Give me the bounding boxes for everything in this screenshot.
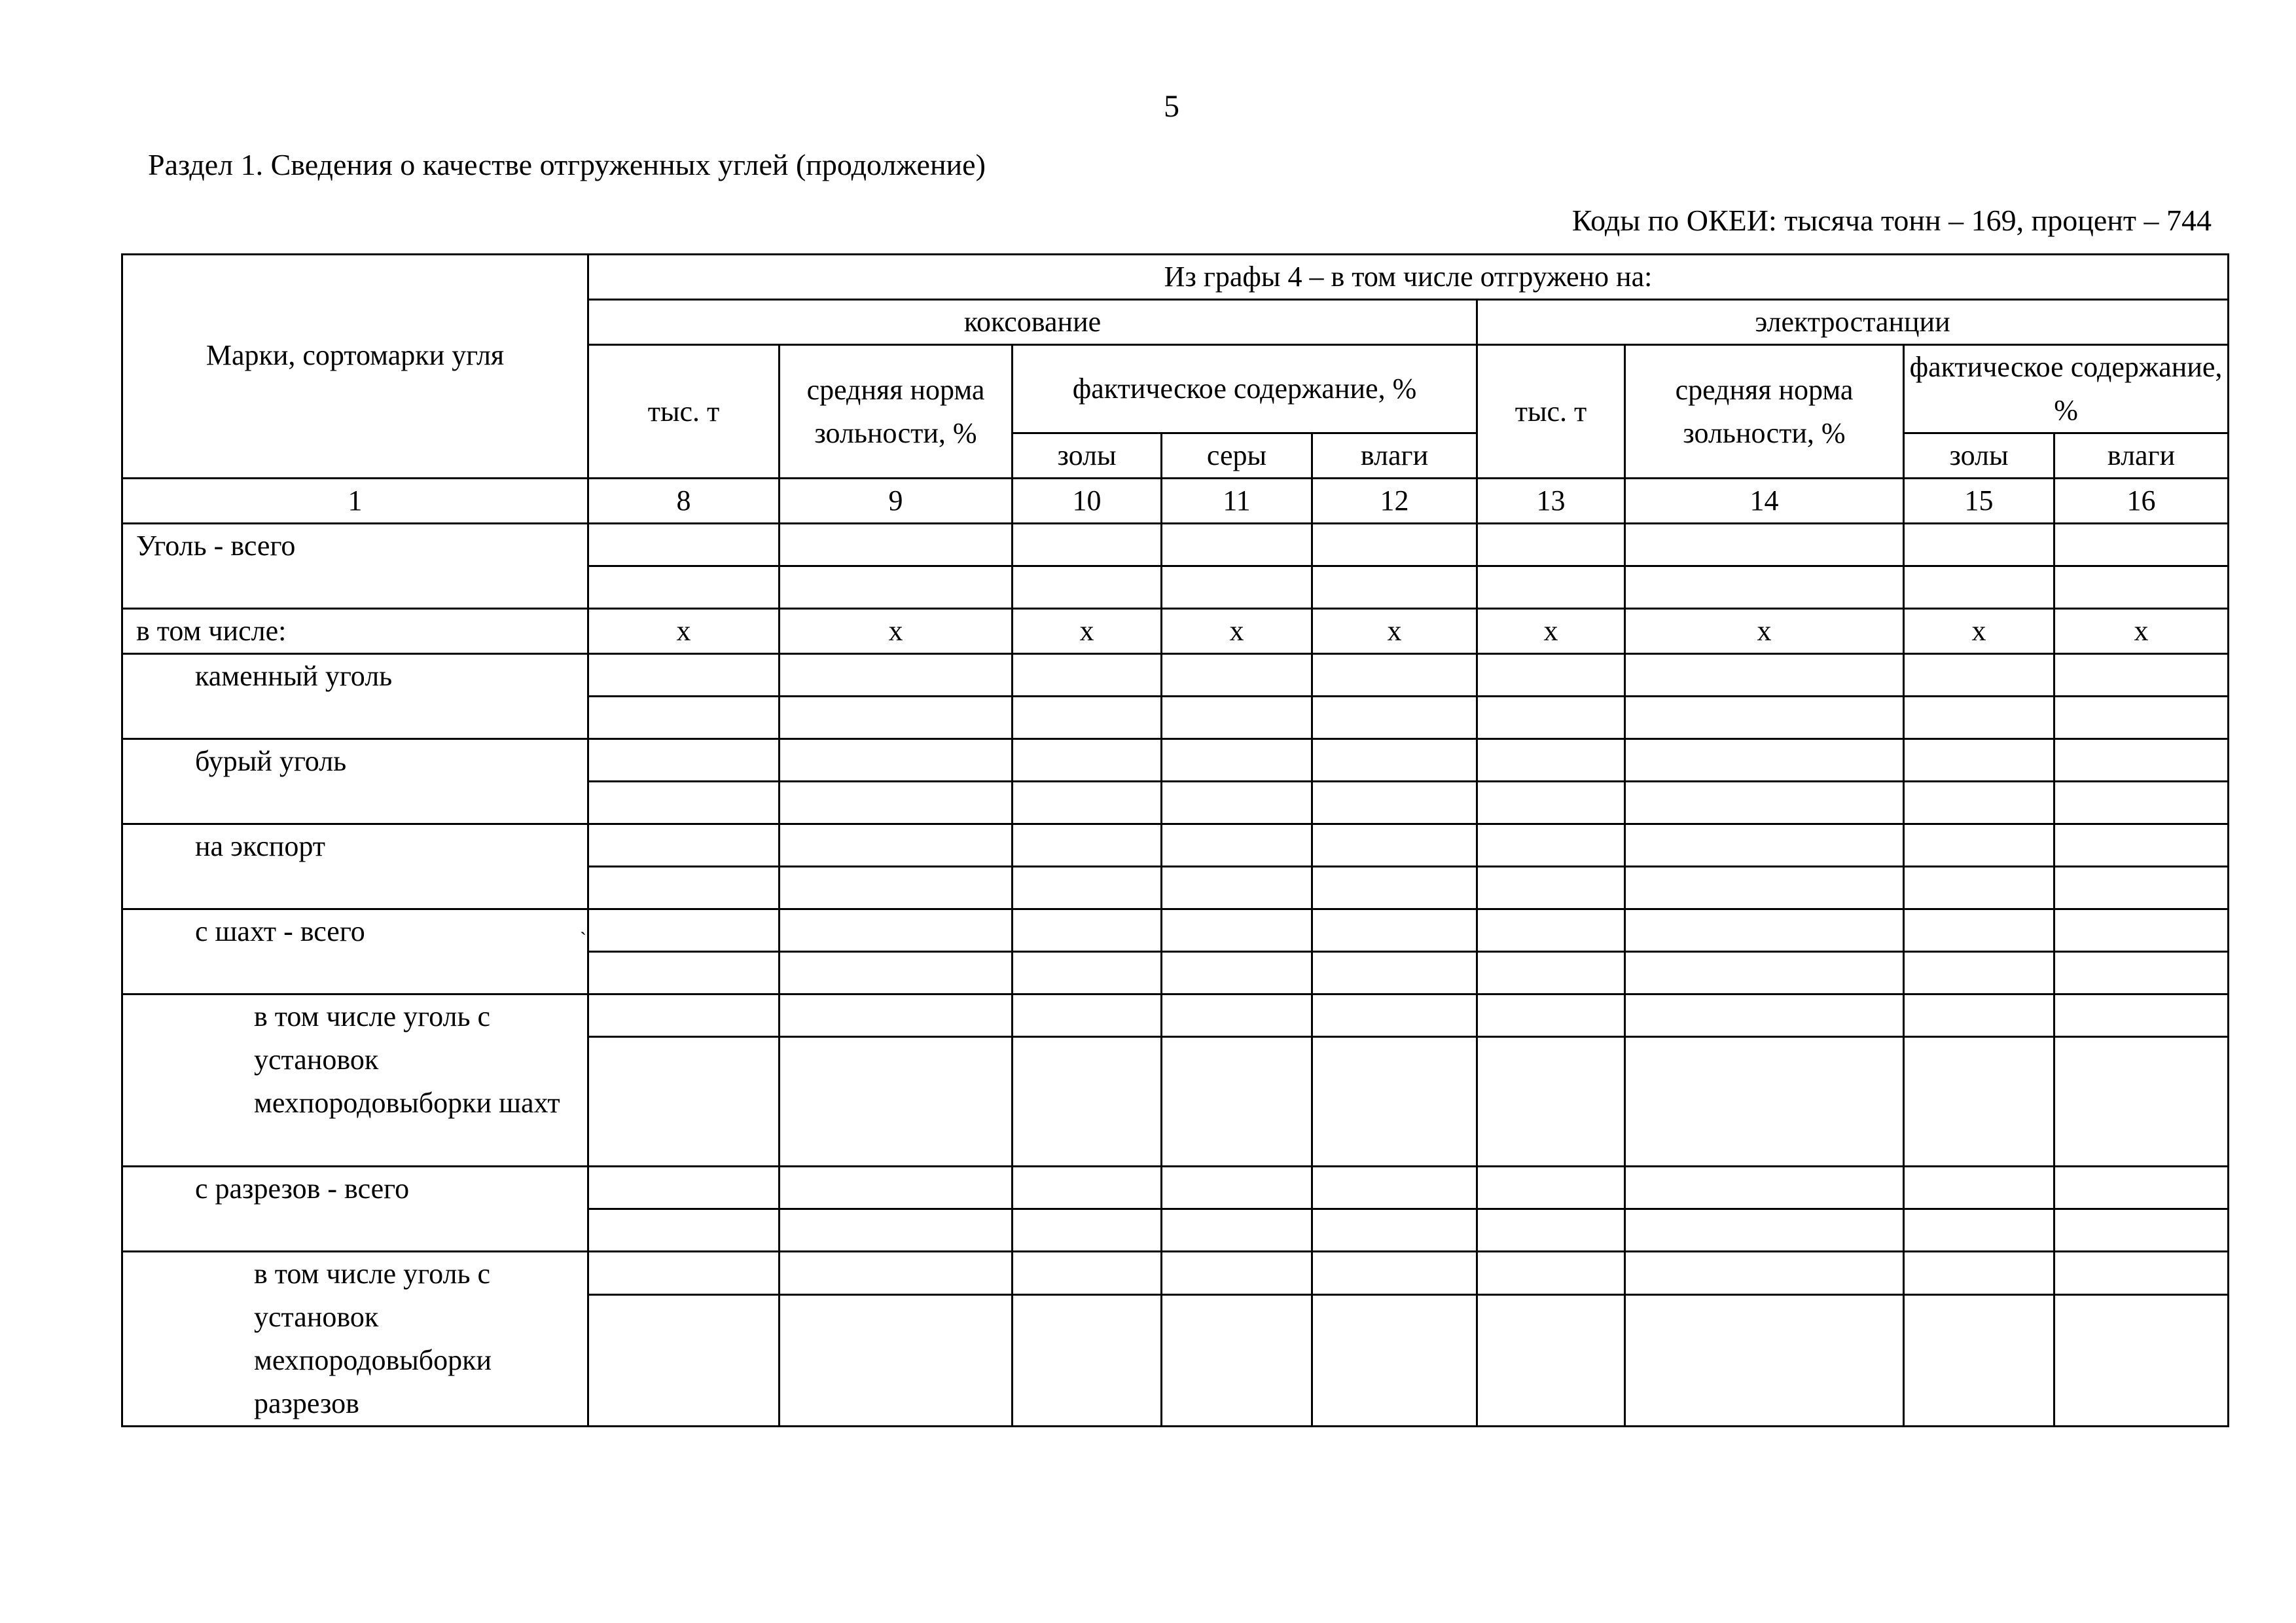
input-cell[interactable] <box>1625 524 1904 566</box>
input-cell[interactable] <box>1013 782 1162 824</box>
input-cell[interactable] <box>1625 1294 1904 1426</box>
input-cell[interactable] <box>588 739 780 782</box>
x-mark: x <box>1477 609 1625 654</box>
input-cell[interactable] <box>2054 1294 2229 1426</box>
input-cell[interactable] <box>780 994 1013 1037</box>
input-cell[interactable] <box>2054 952 2229 994</box>
input-cell[interactable] <box>1312 1294 1477 1426</box>
input-cell[interactable] <box>1477 1209 1625 1252</box>
input-cell[interactable] <box>1162 739 1312 782</box>
input-cell[interactable] <box>1477 524 1625 566</box>
input-cell[interactable] <box>2054 566 2229 609</box>
input-cell[interactable] <box>1904 1037 2054 1167</box>
header-thousand-t-coking: тыс. т <box>588 345 780 479</box>
row-label-including: в том числе: <box>122 609 588 654</box>
x-mark: x <box>1162 609 1312 654</box>
input-cell[interactable] <box>780 824 1013 867</box>
input-cell[interactable] <box>2054 782 2229 824</box>
input-cell[interactable] <box>1013 1252 1162 1295</box>
column-number: 11 <box>1162 479 1312 524</box>
column-number: 13 <box>1477 479 1625 524</box>
header-avg-ash-coking: средняя норма зольности, % <box>780 345 1013 479</box>
input-cell[interactable] <box>1162 1037 1312 1167</box>
input-cell[interactable] <box>1625 782 1904 824</box>
input-cell[interactable] <box>1625 824 1904 867</box>
input-cell[interactable] <box>1162 654 1312 697</box>
input-cell[interactable] <box>588 1209 780 1252</box>
input-cell[interactable] <box>588 697 780 739</box>
input-cell[interactable] <box>780 909 1013 952</box>
section-title: Раздел 1. Сведения о качестве отгруженных углей (продолжение) <box>148 148 986 181</box>
input-cell[interactable] <box>588 994 780 1037</box>
input-cell[interactable] <box>1162 994 1312 1037</box>
input-cell[interactable] <box>588 1037 780 1167</box>
input-cell[interactable] <box>1625 952 1904 994</box>
input-cell[interactable] <box>1162 524 1312 566</box>
input-cell[interactable] <box>588 824 780 867</box>
input-cell[interactable] <box>1904 524 2054 566</box>
input-cell[interactable] <box>1904 566 2054 609</box>
input-cell[interactable] <box>780 952 1013 994</box>
input-cell[interactable] <box>1477 697 1625 739</box>
input-cell[interactable] <box>1625 994 1904 1037</box>
coal-quality-table <box>121 253 2229 1427</box>
input-cell[interactable] <box>1162 566 1312 609</box>
page-number: 5 <box>1164 89 1179 124</box>
input-cell[interactable] <box>1904 1252 2054 1295</box>
input-cell[interactable] <box>780 654 1013 697</box>
input-cell[interactable] <box>588 1167 780 1209</box>
header-moisture-power: влаги <box>2054 433 2229 479</box>
input-cell[interactable] <box>1312 867 1477 909</box>
input-cell[interactable] <box>1312 739 1477 782</box>
input-cell[interactable] <box>1162 824 1312 867</box>
input-cell[interactable] <box>1477 952 1625 994</box>
input-cell[interactable] <box>1904 739 2054 782</box>
input-cell[interactable] <box>1625 1209 1904 1252</box>
input-cell[interactable] <box>1162 867 1312 909</box>
input-cell[interactable] <box>1477 909 1625 952</box>
input-cell[interactable] <box>1013 524 1162 566</box>
input-cell[interactable] <box>1477 994 1625 1037</box>
header-avg-ash-power: средняя норма зольности, % <box>1625 345 1904 479</box>
input-cell[interactable] <box>1904 1209 2054 1252</box>
input-cell[interactable] <box>1477 566 1625 609</box>
input-cell[interactable] <box>588 524 780 566</box>
input-cell[interactable] <box>1625 566 1904 609</box>
input-cell[interactable] <box>1013 867 1162 909</box>
input-cell[interactable] <box>1162 1294 1312 1426</box>
input-cell[interactable] <box>1312 1167 1477 1209</box>
input-cell[interactable] <box>1904 654 2054 697</box>
input-cell[interactable] <box>1477 739 1625 782</box>
x-mark: x <box>780 609 1013 654</box>
row-label-opencast-total: с разрезов - всего <box>122 1167 588 1252</box>
input-cell[interactable] <box>2054 654 2229 697</box>
row-label-brown-coal: бурый уголь <box>122 739 588 824</box>
input-cell[interactable] <box>1477 1037 1625 1167</box>
input-cell[interactable] <box>1312 566 1477 609</box>
input-cell[interactable] <box>1477 1167 1625 1209</box>
input-cell[interactable] <box>1904 782 2054 824</box>
input-cell[interactable] <box>1013 739 1162 782</box>
input-cell[interactable] <box>1477 782 1625 824</box>
input-cell[interactable] <box>2054 524 2229 566</box>
column-number: 14 <box>1625 479 1904 524</box>
input-cell[interactable] <box>588 1294 780 1426</box>
input-cell[interactable] <box>1477 1252 1625 1295</box>
x-mark: x <box>1625 609 1904 654</box>
input-cell[interactable] <box>588 782 780 824</box>
okei-codes: Коды по ОКЕИ: тысяча тонн – 169, процент – 744 <box>1571 204 2212 237</box>
input-cell[interactable] <box>1013 566 1162 609</box>
input-cell[interactable] <box>1477 824 1625 867</box>
input-cell[interactable] <box>780 1167 1013 1209</box>
input-cell[interactable] <box>780 524 1013 566</box>
input-cell[interactable] <box>1013 654 1162 697</box>
input-cell[interactable] <box>1013 824 1162 867</box>
input-cell[interactable] <box>1013 1037 1162 1167</box>
header-thousand-t-power: тыс. т <box>1477 345 1625 479</box>
input-cell[interactable] <box>1904 1167 2054 1209</box>
column-number: 15 <box>1904 479 2054 524</box>
input-cell[interactable] <box>780 1209 1013 1252</box>
header-coking: коксование <box>588 300 1477 345</box>
input-cell[interactable] <box>2054 697 2229 739</box>
input-cell[interactable] <box>1312 909 1477 952</box>
input-cell[interactable] <box>588 909 780 952</box>
input-cell[interactable] <box>1625 1037 1904 1167</box>
input-cell[interactable] <box>1904 994 2054 1037</box>
input-cell[interactable] <box>588 654 780 697</box>
row-label-total: Уголь - всего <box>122 524 588 609</box>
x-mark: x <box>588 609 780 654</box>
input-cell[interactable] <box>1162 909 1312 952</box>
input-cell[interactable] <box>2054 1037 2229 1167</box>
input-cell[interactable] <box>588 867 780 909</box>
input-cell[interactable] <box>1312 697 1477 739</box>
column-number: 16 <box>2054 479 2229 524</box>
input-cell[interactable] <box>1312 524 1477 566</box>
input-cell[interactable] <box>2054 1209 2229 1252</box>
header-group-title: Из графы 4 – в том числе отгружено на: <box>588 255 2229 300</box>
input-cell[interactable] <box>1312 1252 1477 1295</box>
header-sulfur-coking: серы <box>1162 433 1312 479</box>
column-number: 12 <box>1312 479 1477 524</box>
stray-mark: ` <box>580 928 586 950</box>
column-number: 8 <box>588 479 780 524</box>
row-label-opencast-sorting: в том числе уголь с установок мехпородовыборки разрезов <box>122 1252 588 1427</box>
input-cell[interactable] <box>2054 1252 2229 1295</box>
input-cell[interactable] <box>780 566 1013 609</box>
input-cell[interactable] <box>780 739 1013 782</box>
input-cell[interactable] <box>1904 867 2054 909</box>
row-label-mines-sorting: в том числе уголь с установок мехпородовыборки шахт <box>122 994 588 1167</box>
input-cell[interactable] <box>1312 1037 1477 1167</box>
input-cell[interactable] <box>1477 867 1625 909</box>
input-cell[interactable] <box>2054 739 2229 782</box>
input-cell[interactable] <box>1477 654 1625 697</box>
input-cell[interactable] <box>1477 1294 1625 1426</box>
column-numbers-row <box>122 479 2229 524</box>
input-cell[interactable] <box>780 1294 1013 1426</box>
input-cell[interactable] <box>1312 1209 1477 1252</box>
input-cell[interactable] <box>1162 697 1312 739</box>
input-cell[interactable] <box>1312 782 1477 824</box>
input-cell[interactable] <box>1312 994 1477 1037</box>
input-cell[interactable] <box>1625 739 1904 782</box>
input-cell[interactable] <box>1312 824 1477 867</box>
input-cell[interactable] <box>1013 994 1162 1037</box>
input-cell[interactable] <box>2054 1167 2229 1209</box>
row-label-hard-coal: каменный уголь <box>122 654 588 739</box>
input-cell[interactable] <box>1904 1294 2054 1426</box>
input-cell[interactable] <box>588 1252 780 1295</box>
x-mark: x <box>1312 609 1477 654</box>
x-mark: x <box>2054 609 2229 654</box>
input-cell[interactable] <box>588 952 780 994</box>
column-number: 1 <box>122 479 588 524</box>
input-cell[interactable] <box>1904 824 2054 867</box>
input-cell[interactable] <box>2054 824 2229 867</box>
input-cell[interactable] <box>1625 1252 1904 1295</box>
input-cell[interactable] <box>1904 952 2054 994</box>
input-cell[interactable] <box>1013 1167 1162 1209</box>
input-cell[interactable] <box>1162 1252 1312 1295</box>
input-cell[interactable] <box>1013 1209 1162 1252</box>
header-ash-power: золы <box>1904 433 2054 479</box>
input-cell[interactable] <box>780 697 1013 739</box>
x-mark: x <box>1013 609 1162 654</box>
input-cell[interactable] <box>1625 1167 1904 1209</box>
input-cell[interactable] <box>1625 867 1904 909</box>
header-actual-content-power: фактическое содержание, % <box>1904 345 2229 433</box>
input-cell[interactable] <box>1162 1209 1312 1252</box>
input-cell[interactable] <box>1013 909 1162 952</box>
input-cell[interactable] <box>1312 952 1477 994</box>
row-label-export: на экспорт <box>122 824 588 909</box>
row-label-mines-total: с шахт - всего <box>122 909 588 994</box>
input-cell[interactable] <box>1625 909 1904 952</box>
input-cell[interactable] <box>1162 782 1312 824</box>
input-cell[interactable] <box>780 867 1013 909</box>
header-moisture-coking: влаги <box>1312 433 1477 479</box>
column-number: 9 <box>780 479 1013 524</box>
x-mark: x <box>1904 609 2054 654</box>
input-cell[interactable] <box>1625 697 1904 739</box>
input-cell[interactable] <box>1625 654 1904 697</box>
header-ash-coking: золы <box>1013 433 1162 479</box>
input-cell[interactable] <box>2054 994 2229 1037</box>
input-cell[interactable] <box>1013 1294 1162 1426</box>
input-cell[interactable] <box>780 1252 1013 1295</box>
input-cell[interactable] <box>780 1037 1013 1167</box>
input-cell[interactable] <box>1904 697 2054 739</box>
input-cell[interactable] <box>1162 1167 1312 1209</box>
input-cell[interactable] <box>2054 909 2229 952</box>
input-cell[interactable] <box>1162 952 1312 994</box>
input-cell[interactable] <box>1013 697 1162 739</box>
input-cell[interactable] <box>1312 654 1477 697</box>
column-number: 10 <box>1013 479 1162 524</box>
header-actual-content-coking: фактическое содержание, % <box>1013 345 1477 433</box>
header-brand: Марки, сортомарки угля <box>122 255 588 479</box>
input-cell[interactable] <box>2054 867 2229 909</box>
input-cell[interactable] <box>1013 952 1162 994</box>
input-cell[interactable] <box>1904 909 2054 952</box>
input-cell[interactable] <box>780 782 1013 824</box>
header-power: электростанции <box>1477 300 2229 345</box>
input-cell[interactable] <box>588 566 780 609</box>
